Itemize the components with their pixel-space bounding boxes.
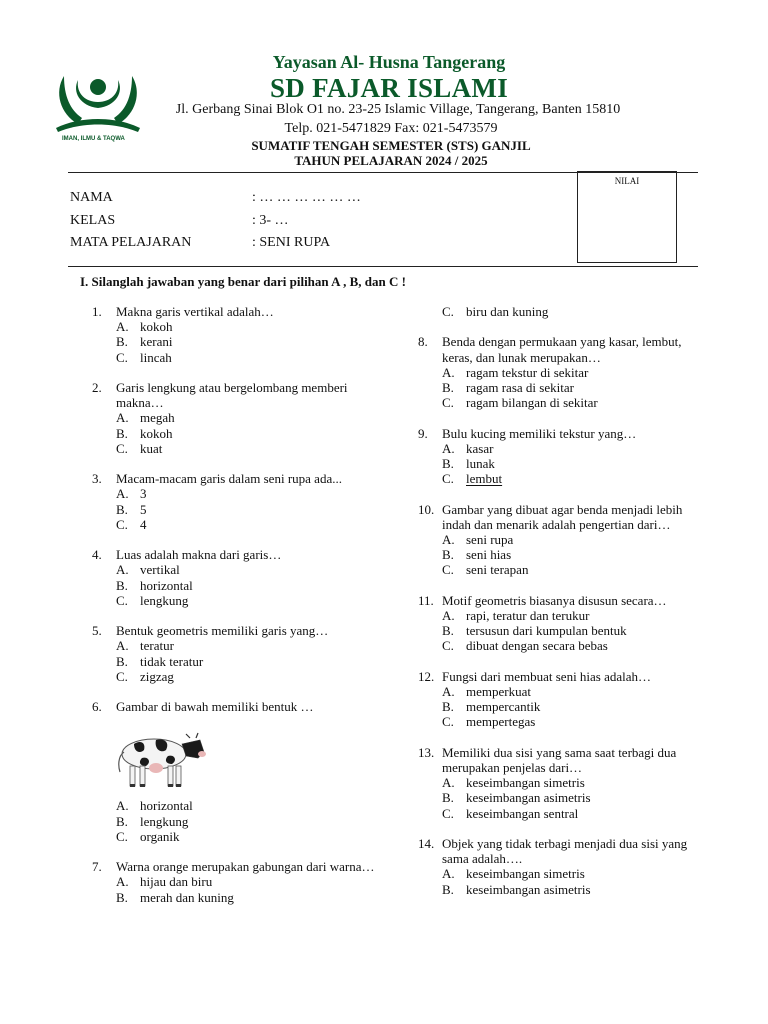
option-c[interactable] [116, 517, 382, 532]
option-b[interactable] [116, 426, 382, 441]
option-letter: C. [442, 395, 454, 411]
option-b[interactable] [116, 578, 382, 593]
option-letter: A. [116, 874, 129, 890]
option-b[interactable] [116, 502, 382, 517]
option-text: seni rupa [466, 532, 514, 547]
option-a[interactable] [116, 486, 382, 501]
question-number: 7. [92, 859, 102, 875]
option-a[interactable] [442, 775, 688, 790]
option-letter: A. [442, 364, 455, 380]
question-text: Makna garis vertikal adalah… [116, 304, 274, 319]
option-a[interactable] [442, 441, 688, 456]
option-letter: C. [442, 562, 454, 578]
option-b[interactable] [442, 623, 688, 638]
option-letter: B. [116, 813, 128, 829]
option-b[interactable] [442, 790, 688, 805]
option-letter: B. [442, 790, 454, 806]
subject-label: MATA PELAJARAN [70, 235, 192, 250]
option-text: lunak [466, 456, 495, 471]
option-text: 3 [140, 486, 147, 502]
question-text: Gambar di bawah memiliki bentuk … [116, 699, 314, 715]
question-2 [92, 380, 382, 456]
option-letter: B. [442, 456, 454, 471]
option-letter: B. [116, 334, 128, 350]
question-text: Luas adalah makna dari garis… [116, 547, 282, 563]
question-number: 13. [418, 744, 435, 760]
option-text: tersusun dari kumpulan bentuk [466, 623, 627, 639]
question-13 [418, 745, 688, 821]
option-letter: A. [116, 638, 129, 654]
option-letter: A. [116, 319, 129, 335]
option-text: 5 [140, 501, 147, 517]
option-letter: B. [116, 577, 128, 593]
option-a[interactable] [442, 532, 688, 547]
option-text: mempercantik [466, 699, 541, 715]
option-b[interactable] [116, 334, 382, 349]
option-text: biru dan kuning [466, 304, 549, 319]
question-number: 1. [92, 304, 102, 319]
option-letter: C. [116, 828, 128, 844]
option-text: horizontal [140, 577, 193, 593]
option-a[interactable] [116, 638, 382, 653]
option-text: lengkung [140, 813, 189, 829]
option-letter: B. [116, 889, 128, 905]
question-text: Gambar yang dibuat agar benda menjadi lebih indah dan menarik adalah pengertian dari… [442, 501, 683, 532]
option-a[interactable] [116, 798, 382, 813]
option-letter: C. [116, 516, 128, 532]
option-letter: B. [442, 547, 454, 563]
option-letter: A. [442, 684, 455, 699]
question-6 [92, 699, 382, 844]
option-c[interactable] [442, 471, 688, 486]
question-number: 12. [418, 668, 435, 684]
option-c[interactable] [442, 304, 688, 319]
option-b[interactable] [442, 699, 688, 714]
option-c[interactable] [116, 669, 382, 684]
option-letter: B. [116, 501, 128, 517]
cow-image [112, 726, 208, 790]
question-8 [418, 334, 688, 410]
option-text: dibuat dengan secara bebas [466, 638, 608, 654]
question-number: 2. [92, 380, 102, 395]
score-label: NILAI [614, 176, 640, 186]
option-letter: C. [116, 440, 128, 456]
option-text: seni hias [466, 547, 512, 563]
question-number: 4. [92, 547, 102, 563]
question-text: Objek yang tidak terbagi menjadi dua sisi yang sama adalah…. [442, 836, 688, 867]
option-letter: C. [116, 592, 128, 608]
option-text: seni terapan [466, 562, 529, 578]
option-b[interactable] [116, 890, 382, 905]
option-text: lembut [466, 471, 503, 487]
score-box[interactable] [577, 171, 677, 263]
option-b[interactable] [442, 882, 688, 897]
option-letter: C. [442, 638, 454, 654]
option-letter: C. [442, 805, 454, 821]
question-number: 9. [418, 425, 428, 441]
option-c[interactable] [116, 593, 382, 608]
question-number: 11. [418, 592, 434, 608]
option-text: merah dan kuning [140, 889, 234, 905]
option-c[interactable] [442, 638, 688, 653]
question-10 [418, 502, 688, 578]
question-text: Memiliki dua sisi yang sama saat terbagi dua merupakan penjelas dari… [442, 744, 677, 775]
option-text: rapi, teratur dan terukur [466, 608, 590, 623]
option-text: kuat [140, 440, 163, 456]
option-b[interactable] [442, 456, 688, 471]
question-number: 10. [418, 501, 435, 517]
option-text: horizontal [140, 798, 193, 814]
option-text: ragam bilangan di sekitar [466, 395, 598, 411]
question-text: Bentuk geometris memiliki garis yang… [116, 623, 329, 639]
option-c[interactable] [442, 562, 688, 577]
option-letter: C. [442, 304, 454, 319]
option-letter: C. [442, 471, 454, 487]
option-text: memperkuat [466, 684, 531, 699]
option-letter: C. [442, 714, 454, 730]
option-letter: A. [116, 486, 129, 502]
option-text: megah [140, 410, 175, 426]
question-text: Fungsi dari membuat seni hias adalah… [442, 668, 652, 684]
option-b[interactable] [116, 654, 382, 669]
option-letter: A. [442, 532, 455, 547]
option-a[interactable] [442, 684, 688, 699]
option-text: kokoh [140, 319, 173, 335]
subject-value: : SENI RUPA [252, 235, 331, 250]
option-c[interactable] [442, 806, 688, 821]
option-text: keseimbangan asimetris [466, 790, 591, 806]
option-text: keseimbangan asimetris [466, 881, 591, 897]
question-text: Warna orange merupakan gabungan dari warna… [116, 859, 375, 875]
question-11 [418, 593, 688, 654]
section-instruction: I. Silanglah jawaban yang benar dari pilihan A , B, dan C ! [80, 274, 406, 289]
option-text: mempertegas [466, 714, 536, 730]
questions-column-left [92, 304, 382, 905]
option-letter: B. [442, 699, 454, 715]
option-letter: A. [116, 562, 129, 578]
option-text: kokoh [140, 425, 173, 441]
option-c[interactable] [116, 350, 382, 365]
question-number: 3. [92, 471, 102, 487]
option-text: keseimbangan sentral [466, 805, 579, 821]
option-text: ragam rasa di sekitar [466, 380, 574, 395]
question-7 [92, 859, 382, 905]
option-letter: B. [442, 380, 454, 395]
option-letter: B. [442, 623, 454, 639]
option-b[interactable] [442, 547, 688, 562]
option-text: zigzag [140, 668, 174, 684]
option-a[interactable] [116, 562, 382, 577]
option-text: keseimbangan simetris [466, 866, 585, 882]
option-text: kerani [140, 334, 173, 350]
question-number: 6. [92, 699, 102, 715]
option-text: ragam tekstur di sekitar [466, 364, 589, 380]
option-c[interactable] [442, 395, 688, 410]
option-b[interactable] [442, 380, 688, 395]
option-b[interactable] [116, 814, 382, 829]
option-letter: A. [442, 866, 455, 882]
option-text: 4 [140, 516, 147, 532]
question-14 [418, 836, 688, 897]
question-number: 5. [92, 623, 102, 639]
option-letter: A. [442, 440, 455, 456]
option-letter: B. [116, 425, 128, 441]
option-text: kasar [466, 440, 494, 456]
question-text: Garis lengkung atau bergelombang memberi makna… [116, 380, 348, 411]
option-a[interactable] [116, 874, 382, 889]
option-letter: B. [442, 881, 454, 897]
question-3 [92, 471, 382, 532]
class-field[interactable]: : 3- … [252, 213, 289, 228]
option-letter: B. [116, 653, 128, 669]
question-7-continued [418, 304, 688, 319]
option-c[interactable] [116, 441, 382, 456]
option-letter: A. [116, 798, 129, 814]
question-number: 14. [418, 836, 435, 851]
option-text: vertikal [140, 562, 180, 578]
questions-column-right [418, 304, 688, 897]
option-a[interactable] [442, 365, 688, 380]
question-12 [418, 669, 688, 730]
question-5 [92, 623, 382, 684]
option-c[interactable] [116, 829, 382, 844]
exam-year: TAHUN PELAJARAN 2024 / 2025 [294, 153, 488, 168]
school-address: Jl. Gerbang Sinai Blok O1 no. 23-25 Islamic Village, Tangerang, Banten 15810 [175, 102, 621, 117]
question-1 [92, 304, 382, 365]
option-text: lengkung [140, 592, 189, 608]
question-9 [418, 426, 688, 487]
class-label: KELAS [70, 213, 116, 228]
option-text: tidak teratur [140, 653, 204, 669]
question-text: Benda dengan permukaan yang kasar, lembut, keras, dan lunak merupakan… [442, 334, 682, 365]
option-letter: C. [116, 349, 128, 365]
option-letter: C. [116, 668, 128, 684]
option-text: organik [140, 828, 180, 844]
option-text: teratur [140, 638, 174, 654]
name-field[interactable]: : … … … … … … [252, 190, 361, 205]
question-text: Bulu kucing memiliki tekstur yang… [442, 425, 637, 441]
foundation-name: Yayasan Al- Husna Tangerang [272, 52, 506, 72]
option-letter: A. [116, 410, 129, 426]
question-text: Motif geometris biasanya disusun secara… [442, 592, 667, 608]
option-a[interactable] [116, 319, 382, 334]
question-4 [92, 547, 382, 608]
option-letter: A. [442, 608, 455, 623]
option-text: keseimbangan simetris [466, 775, 585, 791]
name-label: NAMA [70, 190, 113, 205]
school-name: SD FAJAR ISLAMI [269, 73, 509, 103]
option-a[interactable] [442, 866, 688, 881]
question-number: 8. [418, 334, 428, 350]
option-letter: A. [442, 775, 455, 791]
info-divider [68, 266, 698, 267]
logo-motto: IMAN, ILMU & TAQWA [62, 136, 125, 142]
question-text: Macam-macam garis dalam seni rupa ada... [116, 471, 342, 487]
exam-title: SUMATIF TENGAH SEMESTER (STS) GANJIL [251, 138, 531, 153]
option-text: lincah [140, 349, 172, 365]
option-c[interactable] [442, 714, 688, 729]
option-text: hijau dan biru [140, 874, 213, 890]
option-a[interactable] [442, 608, 688, 623]
option-a[interactable] [116, 410, 382, 425]
school-phone: Telp. 021-5471829 Fax: 021-5473579 [284, 121, 498, 136]
